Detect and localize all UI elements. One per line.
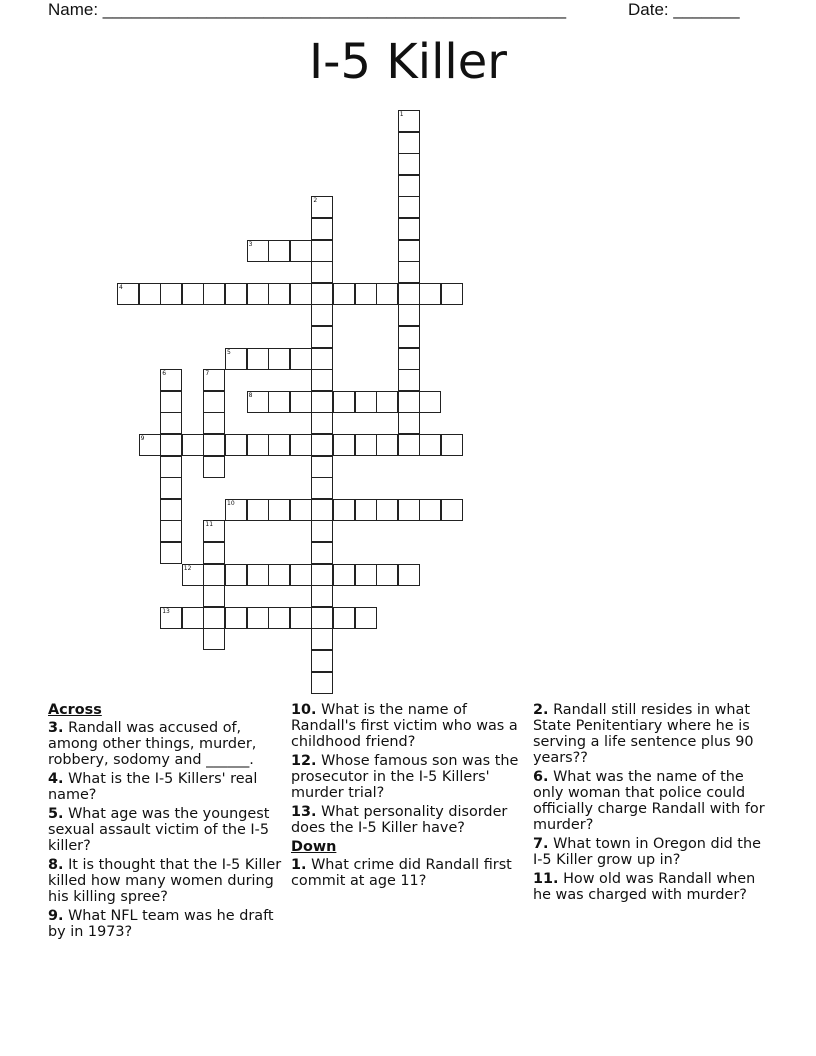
grid-cell[interactable] [355, 391, 377, 413]
clue-down-7: 7. What town in Oregon did the I-5 Killer grow up in? [533, 836, 761, 868]
grid-cell[interactable] [160, 520, 182, 542]
cell-number: 3 [248, 240, 253, 248]
grid-cell[interactable] [311, 672, 333, 694]
grid-cell[interactable] [355, 564, 377, 586]
across-heading: Across [48, 702, 102, 718]
grid-cell[interactable] [311, 304, 333, 326]
grid-cell[interactable] [376, 434, 398, 456]
grid-cell[interactable] [203, 585, 225, 607]
grid-cell[interactable] [311, 477, 333, 499]
grid-cell[interactable] [203, 607, 225, 629]
grid-cell[interactable] [311, 585, 333, 607]
grid-cell[interactable] [311, 196, 333, 218]
cell-number: 4 [119, 283, 123, 291]
clue-down-1: 1. What crime did Randall first commit at age 11? [291, 857, 512, 889]
grid-cell[interactable] [398, 391, 420, 413]
clue-across-3: 3. Randall was accused of, among other things, murder, robbery, sodomy and ______. [48, 720, 257, 768]
grid-cell[interactable] [268, 240, 290, 262]
grid-cell[interactable] [311, 520, 333, 542]
grid-cell[interactable] [311, 261, 333, 283]
clue-column-1 [48, 702, 283, 943]
date-field-label: Date: _______ [628, 0, 740, 19]
grid-cell[interactable] [398, 261, 420, 283]
cell-number: 10 [227, 499, 235, 507]
grid-cell[interactable] [311, 412, 333, 434]
grid-cell[interactable] [398, 132, 420, 154]
down-heading: Down [291, 839, 337, 855]
grid-cell[interactable] [268, 283, 290, 305]
grid-cell[interactable] [225, 499, 247, 521]
cell-number: 8 [248, 391, 253, 399]
grid-cell[interactable] [268, 348, 290, 370]
grid-cell[interactable] [355, 607, 377, 629]
grid-cell[interactable] [311, 283, 333, 305]
grid-cell[interactable] [333, 434, 355, 456]
grid-cell[interactable] [398, 304, 420, 326]
grid-cell[interactable] [398, 412, 420, 434]
grid-cell[interactable] [311, 499, 333, 521]
grid-cell[interactable] [203, 456, 225, 478]
clue-down-11: 11. How old was Randall when he was charged with murder? [533, 871, 756, 903]
clue-across-13: 13. What personality disorder does the I-5 Killer have? [291, 804, 508, 836]
grid-cell[interactable] [268, 499, 290, 521]
clue-column-3 [533, 702, 768, 906]
grid-cell[interactable] [160, 499, 182, 521]
grid-cell[interactable] [247, 499, 269, 521]
grid-cell[interactable] [182, 564, 204, 586]
grid-cell[interactable] [398, 348, 420, 370]
grid-cell[interactable] [160, 456, 182, 478]
clue-across-4: 4. What is the I-5 Killers' real name? [48, 771, 258, 803]
grid-cell[interactable] [398, 564, 420, 586]
grid-cell[interactable] [247, 564, 269, 586]
grid-cell[interactable] [247, 391, 269, 413]
puzzle-title: I-5 Killer [308, 34, 508, 90]
grid-cell[interactable] [203, 434, 225, 456]
cell-number: 11 [205, 521, 214, 529]
clue-across-9: 9. What NFL team was he draft by in 1973? [48, 908, 274, 940]
grid-cell[interactable] [398, 499, 420, 521]
grid-cell[interactable] [225, 564, 247, 586]
grid-cell[interactable] [225, 283, 247, 305]
grid-cell[interactable] [398, 175, 420, 197]
grid-cell[interactable] [268, 434, 290, 456]
grid-cell[interactable] [311, 434, 333, 456]
grid-cell[interactable] [247, 240, 269, 262]
grid-cell[interactable] [311, 326, 333, 348]
grid-cell[interactable] [441, 434, 463, 456]
cell-number: 6 [162, 370, 167, 378]
clue-down-2: 2. Randall still resides in what State Penitentiary where he is serving a life sentence plus 90 years?? [533, 702, 754, 766]
grid-cell[interactable] [398, 153, 420, 175]
grid-cell[interactable] [398, 326, 420, 348]
grid-cell[interactable] [290, 607, 312, 629]
grid-cell[interactable] [398, 369, 420, 391]
grid-cell[interactable] [117, 283, 139, 305]
grid-cell[interactable] [398, 110, 420, 132]
grid-cell[interactable] [290, 434, 312, 456]
grid-cell[interactable] [290, 564, 312, 586]
grid-cell[interactable] [160, 283, 182, 305]
grid-cell[interactable] [182, 434, 204, 456]
grid-cell[interactable] [376, 391, 398, 413]
cell-number: 1 [399, 111, 404, 118]
grid-cell[interactable] [333, 391, 355, 413]
grid-cell[interactable] [311, 218, 333, 240]
grid-cell[interactable] [160, 412, 182, 434]
grid-cell[interactable] [290, 348, 312, 370]
grid-cell[interactable] [225, 348, 247, 370]
clue-across-8: 8. It is thought that the I-5 Killer killed how many women during his killing spree? [48, 857, 282, 905]
cell-number: 9 [140, 435, 145, 442]
grid-cell[interactable] [355, 434, 377, 456]
grid-cell[interactable] [376, 283, 398, 305]
grid-cell[interactable] [333, 499, 355, 521]
grid-cell[interactable] [247, 283, 269, 305]
grid-cell[interactable] [268, 607, 290, 629]
cell-number: 7 [205, 370, 210, 378]
grid-cell[interactable] [139, 434, 161, 456]
grid-cell[interactable] [376, 499, 398, 521]
grid-cell[interactable] [203, 412, 225, 434]
grid-cell[interactable] [419, 283, 441, 305]
grid-cell[interactable] [225, 434, 247, 456]
cell-number: 12 [183, 564, 192, 572]
cell-number: 2 [313, 197, 318, 205]
grid-cell[interactable] [290, 391, 312, 413]
grid-cell[interactable] [182, 283, 204, 305]
grid-cell[interactable] [247, 607, 269, 629]
grid-cell[interactable] [355, 499, 377, 521]
grid-cell[interactable] [182, 607, 204, 629]
grid-cell[interactable] [398, 240, 420, 262]
grid-cell[interactable] [311, 456, 333, 478]
grid-cell[interactable] [419, 499, 441, 521]
grid-cell[interactable] [441, 499, 463, 521]
grid-cell[interactable] [290, 283, 312, 305]
grid-cell[interactable] [247, 434, 269, 456]
grid-cell[interactable] [311, 650, 333, 672]
grid-cell[interactable] [311, 564, 333, 586]
grid-cell[interactable] [290, 499, 312, 521]
clue-down-6: 6. What was the name of the only woman that police could officially charge Randall with for murder? [533, 769, 765, 833]
grid-cell[interactable] [441, 283, 463, 305]
grid-cell[interactable] [311, 542, 333, 564]
grid-cell[interactable] [203, 520, 225, 542]
grid-cell[interactable] [398, 218, 420, 240]
grid-cell[interactable] [398, 196, 420, 218]
grid-cell[interactable] [160, 477, 182, 499]
grid-cell[interactable] [333, 607, 355, 629]
grid-cell[interactable] [268, 391, 290, 413]
cell-number: 13 [162, 607, 170, 615]
grid-cell[interactable] [419, 434, 441, 456]
grid-cell[interactable] [160, 607, 182, 629]
cell-number: 5 [227, 348, 231, 356]
grid-cell[interactable] [355, 283, 377, 305]
grid-cell[interactable] [160, 542, 182, 564]
grid-cell[interactable] [333, 283, 355, 305]
grid-cell[interactable] [268, 564, 290, 586]
grid-cell[interactable] [160, 369, 182, 391]
grid-cell[interactable] [203, 542, 225, 564]
grid-cell[interactable] [203, 369, 225, 391]
grid-cell[interactable] [311, 391, 333, 413]
grid-cell[interactable] [203, 391, 225, 413]
grid-cell[interactable] [398, 283, 420, 305]
clue-across-10: 10. What is the name of Randall's first victim who was a childhood friend? [291, 702, 518, 750]
grid-cell[interactable] [160, 391, 182, 413]
grid-cell[interactable] [225, 607, 247, 629]
grid-cell[interactable] [203, 628, 225, 650]
grid-cell[interactable] [311, 240, 333, 262]
grid-cell[interactable] [290, 240, 312, 262]
grid-cell[interactable] [160, 434, 182, 456]
clue-across-5: 5. What age was the youngest sexual assault victim of the I-5 killer? [48, 806, 270, 854]
grid-cell[interactable] [311, 607, 333, 629]
grid-cell[interactable] [419, 391, 441, 413]
name-field-label: Name: _________________________________________________ [48, 0, 567, 19]
grid-cell[interactable] [203, 564, 225, 586]
clue-across-12: 12. Whose famous son was the prosecutor in the I-5 Killers' murder trial? [291, 753, 519, 801]
grid-cell[interactable] [398, 434, 420, 456]
grid-cell[interactable] [247, 348, 269, 370]
grid-cell[interactable] [139, 283, 161, 305]
grid-cell[interactable] [333, 564, 355, 586]
clue-column-2 [291, 702, 526, 892]
grid-cell[interactable] [376, 564, 398, 586]
grid-cell[interactable] [311, 628, 333, 650]
grid-cell[interactable] [311, 369, 333, 391]
grid-cell[interactable] [203, 283, 225, 305]
grid-cell[interactable] [311, 348, 333, 370]
